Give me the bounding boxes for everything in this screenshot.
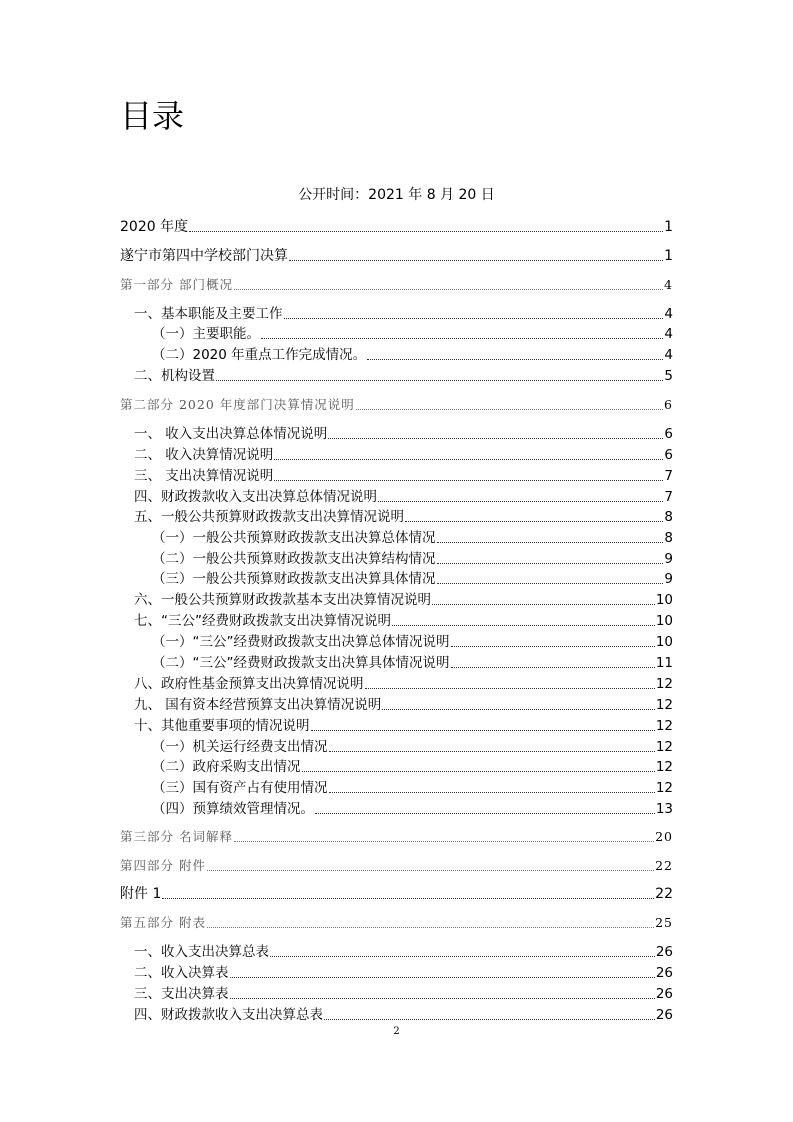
toc-entry[interactable] (120, 828, 673, 846)
toc-entry-page: 10 (655, 613, 673, 629)
toc-entry-label: 三、支出决算表 (134, 986, 229, 1002)
toc-entry-label: 附件 1 (120, 886, 162, 902)
toc-leader-dots (329, 792, 655, 793)
toc-entry[interactable] (134, 305, 673, 323)
toc-leader-dots (207, 870, 654, 871)
toc-leader-dots (270, 956, 655, 957)
toc-entry[interactable] (134, 696, 673, 714)
toc-entry[interactable] (134, 367, 673, 385)
toc-entry[interactable] (134, 508, 673, 526)
toc-entry-page: 22 (655, 858, 673, 873)
toc-entry-label: 一、基本职能及主要工作 (134, 306, 283, 322)
toc-leader-dots (437, 542, 664, 543)
toc-entry-page: 7 (664, 489, 673, 505)
toc-entry[interactable] (134, 985, 673, 1003)
toc-entry-page: 10 (655, 634, 673, 650)
toc-leader-dots (328, 438, 663, 439)
toc-entry-page: 12 (655, 780, 673, 796)
toc-leader-dots (405, 521, 663, 522)
toc-entry[interactable] (120, 276, 673, 294)
toc-leader-dots (432, 604, 655, 605)
toc-entry[interactable] (134, 446, 673, 464)
toc-entry-page: 5 (664, 368, 673, 384)
toc-entry-label: 十、其他重要事项的情况说明 (134, 718, 310, 734)
toc-entry-label: 八、政府性基金预算支出决算情况说明 (134, 676, 364, 692)
toc-entry-page: 6 (664, 447, 673, 463)
toc-entry-label: 第五部分 附表 (120, 915, 206, 930)
toc-leader-dots (302, 771, 655, 772)
toc-entry-page: 6 (664, 397, 673, 412)
toc-entry-page: 1 (664, 219, 673, 235)
toc-entry-label: 三、 支出决算情况说明 (134, 468, 274, 484)
toc-entry-page: 12 (655, 718, 673, 734)
toc-entry-label: （二）一般公共预算财政拨款支出决算结构情况 (152, 551, 436, 567)
toc-entry-page: 26 (655, 1007, 673, 1023)
toc-entry-page: 10 (655, 592, 673, 608)
toc-leader-dots (365, 688, 655, 689)
toc-entry[interactable] (134, 467, 673, 485)
toc-leader-dots (311, 730, 655, 731)
toc-entry-label: （三）一般公共预算财政拨款支出决算具体情况 (152, 571, 436, 587)
toc-leader-dots (315, 813, 655, 814)
toc-entry[interactable] (134, 675, 673, 693)
toc-leader-dots (284, 318, 664, 319)
toc-entry-label: （二）政府采购支出情况 (152, 759, 301, 775)
toc-entry[interactable] (152, 325, 673, 343)
toc-entry-page: 1 (664, 248, 673, 264)
toc-leader-dots (274, 480, 663, 481)
toc-entry-label: （二）2020 年重点工作完成情况。 (152, 347, 367, 363)
toc-entry-label: 遂宁市第四中学校部门决算 (120, 248, 288, 264)
toc-entry[interactable] (134, 425, 673, 443)
page-number: 2 (393, 1026, 400, 1037)
toc-leader-dots (356, 409, 663, 410)
toc-entry-page: 4 (664, 326, 673, 342)
toc-entry-page: 9 (664, 571, 673, 587)
toc-leader-dots (289, 260, 663, 261)
toc-entry[interactable] (134, 612, 673, 630)
toc-entry-page: 12 (655, 739, 673, 755)
toc-entry-label: 第三部分 名词解释 (120, 829, 233, 844)
toc-entry[interactable] (152, 800, 673, 818)
toc-entry-page: 12 (655, 759, 673, 775)
toc-entry-label: 二、机构设置 (134, 368, 215, 384)
toc-leader-dots (216, 380, 663, 381)
toc-entry-page: 4 (664, 306, 673, 322)
toc-leader-dots (382, 709, 655, 710)
toc-entry-label: （四）预算绩效管理情况。 (152, 801, 314, 817)
publish-date: 公开时间：2021 年 8 月 20 日 (298, 187, 495, 203)
toc-entry[interactable] (120, 247, 673, 265)
toc-leader-dots (451, 667, 655, 668)
toc-entry-label: 一、 收入支出决算总体情况说明 (134, 426, 328, 442)
toc-entry[interactable] (134, 717, 673, 735)
toc-entry[interactable] (120, 218, 673, 236)
toc-leader-dots (329, 751, 655, 752)
toc-entry-page: 25 (655, 915, 673, 930)
toc-entry-label: 二、收入决算表 (134, 965, 229, 981)
toc-entry-page: 7 (664, 468, 673, 484)
toc-entry-page: 12 (655, 676, 673, 692)
toc-entry-label: 九、 国有资本经营预算支出决算情况说明 (134, 697, 382, 713)
toc-leader-dots (378, 501, 663, 502)
toc-entry-page: 4 (664, 277, 673, 292)
toc-entry-page: 8 (664, 530, 673, 546)
toc-entry-page: 26 (655, 986, 673, 1002)
toc-entry-label: （二）“三公”经费财政拨款支出决算具体情况说明 (152, 655, 450, 671)
toc-entry-label: （一）主要职能。 (152, 326, 260, 342)
toc-entry-label: 2020 年度 (120, 219, 189, 235)
toc-entry[interactable] (134, 964, 673, 982)
toc-leader-dots (437, 583, 664, 584)
toc-entry-label: 第二部分 2020 年度部门决算情况说明 (120, 397, 355, 412)
toc-entry-page: 6 (664, 426, 673, 442)
toc-entry-label: （三）国有资产占有使用情况 (152, 780, 328, 796)
toc-leader-dots (437, 563, 664, 564)
toc-leader-dots (451, 646, 655, 647)
toc-leader-dots (261, 338, 663, 339)
toc-entry[interactable] (152, 529, 673, 547)
toc-entry-page: 26 (655, 965, 673, 981)
toc-entry-label: （一）机关运行经费支出情况 (152, 739, 328, 755)
toc-entry-label: 一、收入支出决算总表 (134, 944, 269, 960)
toc-entry[interactable] (152, 779, 673, 797)
toc-entry-label: 第一部分 部门概况 (120, 277, 233, 292)
toc-entry[interactable] (152, 758, 673, 776)
toc-leader-dots (367, 359, 663, 360)
toc-entry[interactable] (120, 914, 673, 932)
toc-entry[interactable] (152, 738, 673, 756)
toc-entry-label: 二、 收入决算情况说明 (134, 447, 274, 463)
toc-entry-page: 20 (655, 829, 673, 844)
toc-entry-label: 四、财政拨款收入支出决算总表 (134, 1007, 323, 1023)
toc-entry-page: 9 (664, 551, 673, 567)
toc-entry[interactable] (134, 1006, 673, 1024)
toc-entry-label: （一）一般公共预算财政拨款支出决算总体情况 (152, 530, 436, 546)
toc-entry-label: （一）“三公”经费财政拨款支出决算总体情况说明 (152, 634, 450, 650)
toc-entry[interactable] (120, 857, 673, 875)
toc-leader-dots (230, 998, 655, 999)
toc-entry-label: 五、一般公共预算财政拨款支出决算情况说明 (134, 509, 404, 525)
toc-entry-label: 七、“三公”经费财政拨款支出决算情况说明 (134, 613, 391, 629)
toc-entry-page: 22 (655, 886, 673, 902)
page-heading: 目录 (120, 97, 185, 135)
toc-leader-dots (189, 231, 663, 232)
toc-entry-page: 11 (655, 655, 673, 671)
toc-entry[interactable] (152, 346, 673, 364)
toc-entry-page: 4 (664, 347, 673, 363)
toc-entry[interactable] (152, 550, 673, 568)
toc-entry-page: 8 (664, 509, 673, 525)
toc-leader-dots (392, 625, 655, 626)
toc-leader-dots (324, 1019, 655, 1020)
toc-entry[interactable] (134, 943, 673, 961)
toc-leader-dots (162, 898, 654, 899)
toc-entry[interactable] (134, 591, 673, 609)
toc-entry-page: 13 (655, 801, 673, 817)
toc-entry[interactable] (134, 488, 673, 506)
toc-entry[interactable] (120, 396, 673, 414)
toc-entry-page: 12 (655, 697, 673, 713)
toc-entry-page: 26 (655, 944, 673, 960)
toc-entry[interactable] (152, 633, 673, 651)
toc-entry[interactable] (120, 885, 673, 903)
toc-entry-label: 六、一般公共预算财政拨款基本支出决算情况说明 (134, 592, 431, 608)
toc-entry[interactable] (152, 654, 673, 672)
toc-leader-dots (234, 841, 654, 842)
toc-entry-label: 第四部分 附件 (120, 858, 206, 873)
toc-leader-dots (274, 459, 663, 460)
toc-leader-dots (207, 927, 654, 928)
toc-entry[interactable] (152, 570, 673, 588)
toc-leader-dots (234, 289, 663, 290)
toc-entry-label: 四、财政拨款收入支出决算总体情况说明 (134, 489, 377, 505)
toc-leader-dots (230, 977, 655, 978)
